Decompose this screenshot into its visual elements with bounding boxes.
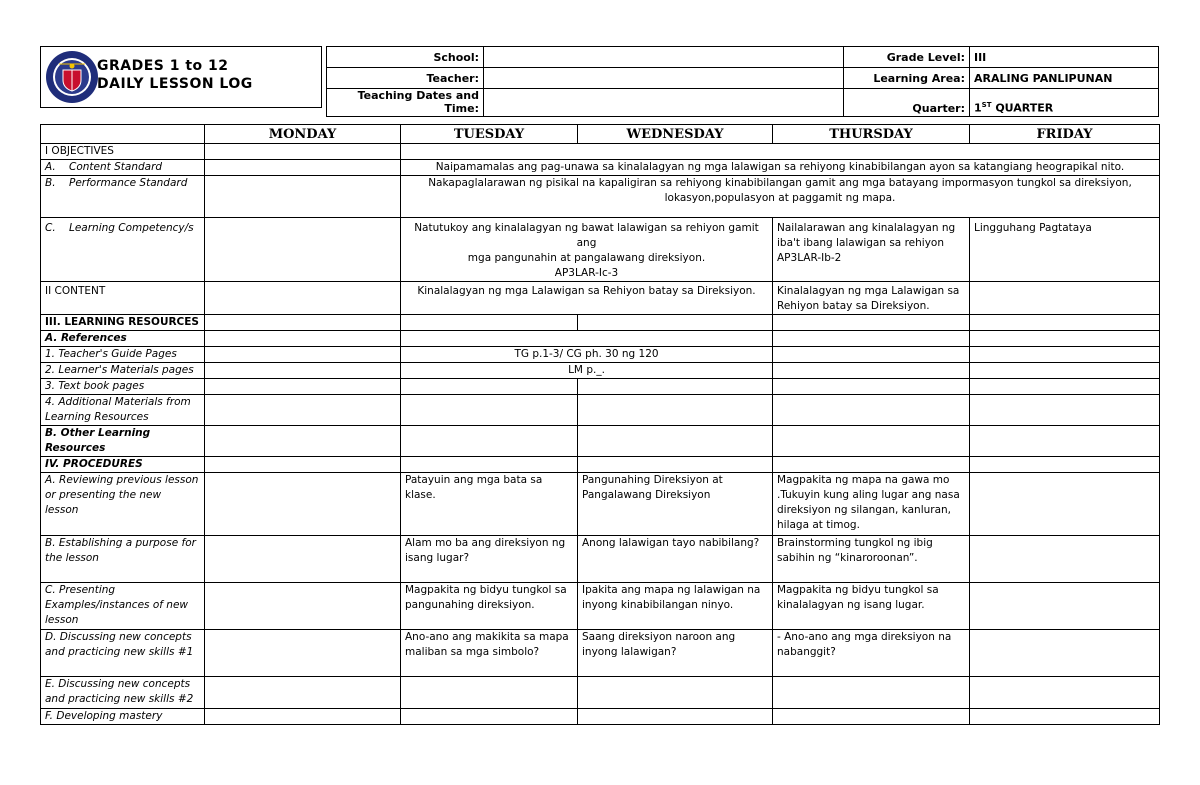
proc-c-tue[interactable]	[401, 583, 578, 630]
proc-a-wed-line-2: Pangalawang Direksiyon	[582, 489, 711, 501]
table-row	[41, 677, 1160, 709]
deped-seal-icon	[45, 50, 99, 104]
grade-level-value[interactable]: III	[970, 47, 1159, 68]
cell-tue-wed[interactable]	[401, 331, 773, 347]
tg-pages-label: 1. Teacher's Guide Pages	[41, 347, 205, 363]
cell-mon[interactable]	[205, 160, 401, 176]
proc-a-label	[41, 473, 205, 536]
cell-tue[interactable]	[401, 677, 578, 709]
title-line-2: DAILY LESSON LOG	[97, 76, 253, 92]
cell-wed[interactable]	[578, 709, 773, 725]
cell-mon[interactable]	[205, 347, 401, 363]
proc-d-wed-line-1: Saang direksiyon naroon ang	[582, 631, 736, 643]
proc-a-thu-line-3: direksiyon ng silangan, kanluran,	[777, 504, 952, 516]
cell-fri[interactable]	[970, 583, 1160, 630]
competency-thu-line-3: AP3LAR-Ib-2	[777, 252, 842, 264]
cell-thu[interactable]	[773, 331, 970, 347]
proc-d-line-1: D. Discussing new concepts	[45, 631, 192, 643]
proc-b-label	[41, 536, 205, 583]
proc-c-tue-line-1: Magpakita ng bidyu tungkol sa	[405, 584, 567, 596]
proc-c-tue-line-2: pangunahing direksiyon.	[405, 599, 535, 611]
teaching-dates-label-line-2: Time:	[444, 102, 479, 115]
proc-a-thu-line-2: .Tukuyin kung aling lugar ang nasa	[777, 489, 960, 501]
cell-thu[interactable]	[773, 677, 970, 709]
other-line-1: B. Other Learning	[45, 427, 151, 439]
cell-mon[interactable]	[205, 457, 401, 473]
competency-text-label: Learning Competency/s	[69, 222, 194, 234]
cell-mon[interactable]	[205, 473, 401, 536]
lesson-log-table	[40, 124, 1160, 725]
table-row	[41, 457, 1160, 473]
content-standard-label	[41, 160, 205, 176]
performance-standard-line-1: Nakapaglalarawan ng pisikal na kapaligiran sa rehiyong kinabibilangan gamit ang mga batayang impormasyon tungkol sa direksiyon,	[428, 177, 1132, 189]
cell-wed[interactable]	[578, 677, 773, 709]
cell-tue[interactable]	[401, 395, 578, 426]
table-row	[41, 282, 1160, 315]
proc-c-thu[interactable]	[773, 583, 970, 630]
proc-c-line-2: Examples/instances of new	[45, 599, 189, 611]
cell-tue[interactable]	[401, 379, 578, 395]
cell-mon[interactable]	[205, 144, 401, 160]
competency-label	[41, 218, 205, 282]
proc-c-wed-line-2: inyong kinabibilangan ninyo.	[582, 599, 734, 611]
cell-wed[interactable]	[578, 457, 773, 473]
learning-area-value[interactable]: ARALING PANLIPUNAN	[970, 68, 1159, 89]
cell-merged[interactable]	[401, 144, 1160, 160]
cell-mon[interactable]	[205, 363, 401, 379]
cell-thu[interactable]	[773, 395, 970, 426]
performance-standard-line-2: lokasyon,populasyon at paggamit ng mapa.	[664, 192, 896, 204]
cell-mon[interactable]	[205, 218, 401, 282]
cell-fri[interactable]	[970, 426, 1160, 457]
performance-standard-value[interactable]	[401, 176, 1160, 218]
proc-b-line-1: B. Establishing a purpose for	[45, 537, 196, 549]
table-row	[41, 363, 1160, 379]
content-standard-value[interactable]: Naipamamalas ang pag-unawa sa kinalalagyan ng mga lalawigan sa rehiyong kinabibilangan ayon sa katangiang heograpikal nito.	[401, 160, 1160, 176]
proc-c-line-3: lesson	[45, 614, 79, 626]
content-thu[interactable]	[773, 282, 970, 315]
objectives-label: I OBJECTIVES	[41, 144, 205, 160]
table-row	[41, 709, 1160, 725]
grade-level-label: Grade Level:	[844, 47, 970, 68]
competency-tue-line-3: AP3LAR-Ic-3	[554, 267, 619, 279]
cell-wed[interactable]	[578, 379, 773, 395]
quarter-value[interactable]	[970, 89, 1159, 117]
proc-b-line-2: the lesson	[45, 552, 99, 564]
proc-e-label	[41, 677, 205, 709]
content-label: II CONTENT	[41, 282, 205, 315]
proc-a-wed-line-1: Pangunahing Direksiyon at	[582, 474, 723, 486]
cell-thu[interactable]	[773, 426, 970, 457]
quarter-word: QUARTER	[991, 102, 1054, 115]
performance-standard-letter: B.	[45, 177, 56, 189]
teacher-value[interactable]	[484, 68, 844, 89]
proc-c-wed-line-1: Ipakita ang mapa ng lalawigan na	[582, 584, 761, 596]
proc-b-thu-line-1: Brainstorming tungkol ng ibig	[777, 537, 933, 549]
additional-line-2: Learning Resources	[45, 411, 149, 423]
cell-mon[interactable]	[205, 282, 401, 315]
table-row	[41, 160, 1160, 176]
content-thu-line-1: Kinalalagyan ng mga Lalawigan sa	[777, 285, 960, 297]
cell-mon[interactable]	[205, 583, 401, 630]
cell-fri[interactable]	[970, 473, 1160, 536]
competency-tue-wed[interactable]	[401, 218, 773, 282]
title-line-1: GRADES 1 to 12	[97, 58, 229, 74]
school-label: School:	[327, 47, 484, 68]
performance-standard-text-label: Performance Standard	[69, 177, 188, 189]
teaching-dates-label	[327, 89, 484, 117]
table-row	[41, 630, 1160, 677]
procedures-label: IV. PROCEDURES	[41, 457, 205, 473]
table-row	[41, 331, 1160, 347]
header-tuesday: TUESDAY	[401, 125, 578, 144]
corner-cell	[41, 125, 205, 144]
proc-b-tue-line-1: Alam mo ba ang direksiyon ng	[405, 537, 566, 549]
cell-mon[interactable]	[205, 176, 401, 218]
table-row	[41, 395, 1160, 426]
proc-c-label	[41, 583, 205, 630]
cell-mon[interactable]	[205, 677, 401, 709]
cell-wed[interactable]	[578, 395, 773, 426]
other-line-2: Resources	[45, 442, 106, 454]
proc-d-thu[interactable]	[773, 630, 970, 677]
cell-mon[interactable]	[205, 395, 401, 426]
cell-fri[interactable]	[970, 347, 1160, 363]
school-value[interactable]	[484, 47, 844, 68]
lm-pages-label: 2. Learner's Materials pages	[41, 363, 205, 379]
header-wednesday: WEDNESDAY	[578, 125, 773, 144]
table-row	[41, 176, 1160, 218]
cell-mon[interactable]	[205, 709, 401, 725]
cell-mon[interactable]	[205, 630, 401, 677]
cell-fri[interactable]	[970, 536, 1160, 583]
proc-c-line-1: C. Presenting	[45, 584, 116, 596]
content-standard-letter: A.	[45, 161, 56, 173]
header-thursday: THURSDAY	[773, 125, 970, 144]
table-row	[41, 426, 1160, 457]
proc-d-tue[interactable]	[401, 630, 578, 677]
cell-fri[interactable]	[970, 709, 1160, 725]
table-row	[41, 473, 1160, 536]
cell-tue[interactable]	[401, 457, 578, 473]
proc-c-thu-line-1: Magpakita ng bidyu tungkol sa	[777, 584, 939, 596]
proc-d-wed-line-2: inyong lalawigan?	[582, 646, 677, 658]
proc-a-thu-line-4: hilaga at timog.	[777, 519, 860, 531]
competency-tue-line-2: mga pangunahin at pangalawang direksiyon.	[467, 252, 706, 264]
resources-label: III. LEARNING RESOURCES	[41, 315, 205, 331]
proc-b-tue[interactable]	[401, 536, 578, 583]
proc-a-line-2: or presenting the new	[45, 489, 162, 501]
cell-tue[interactable]	[401, 709, 578, 725]
proc-b-thu[interactable]	[773, 536, 970, 583]
cell-fri[interactable]	[970, 677, 1160, 709]
proc-d-thu-line-1: - Ano-ano ang mga direksiyon na	[777, 631, 952, 643]
competency-thu[interactable]	[773, 218, 970, 282]
cell-thu[interactable]	[773, 315, 970, 331]
cell-thu[interactable]	[773, 379, 970, 395]
proc-a-line-1: A. Reviewing previous lesson	[45, 474, 199, 486]
proc-e-line-1: E. Discussing new concepts	[45, 678, 191, 690]
table-row	[41, 536, 1160, 583]
teacher-label: Teacher:	[327, 68, 484, 89]
cell-fri[interactable]	[970, 395, 1160, 426]
other-resources-label	[41, 426, 205, 457]
proc-b-thu-line-2: sabihin ng “kinaroroonan”.	[777, 552, 918, 564]
proc-c-thu-line-2: kinalalagyan ng isang lugar.	[777, 599, 925, 611]
cell-thu[interactable]	[773, 363, 970, 379]
quarter-number: 1	[974, 102, 982, 115]
quarter-suffix: ST	[981, 101, 992, 110]
tg-pages-value[interactable]: TG p.1-3/ CG ph. 30 ng 120	[401, 347, 773, 363]
proc-a-thu[interactable]	[773, 473, 970, 536]
table-row	[41, 218, 1160, 282]
cell-fri[interactable]	[970, 630, 1160, 677]
day-header-row	[41, 125, 1160, 144]
proc-c-wed[interactable]	[578, 583, 773, 630]
proc-a-line-3: lesson	[45, 504, 79, 516]
performance-standard-label	[41, 176, 205, 218]
competency-fri[interactable]: Lingguhang Pagtataya	[970, 218, 1160, 282]
additional-line-1: 4. Additional Materials from	[45, 396, 191, 408]
references-label: A. References	[41, 331, 205, 347]
proc-d-line-2: and practicing new skills #1	[45, 646, 194, 658]
cell-fri[interactable]	[970, 363, 1160, 379]
proc-a-thu-line-1: Magpakita ng mapa na gawa mo	[777, 474, 950, 486]
proc-b-tue-line-2: isang lugar?	[405, 552, 470, 564]
content-tue-wed[interactable]: Kinalalagyan ng mga Lalawigan sa Rehiyon batay sa Direksiyon.	[401, 282, 773, 315]
cell-mon[interactable]	[205, 426, 401, 457]
lm-pages-value[interactable]: LM p._.	[401, 363, 773, 379]
cell-mon[interactable]	[205, 536, 401, 583]
additional-materials-label	[41, 395, 205, 426]
cell-mon[interactable]	[205, 315, 401, 331]
proc-d-tue-line-1: Ano-ano ang makikita sa mapa	[405, 631, 569, 643]
header-monday: MONDAY	[205, 125, 401, 144]
cell-tue[interactable]	[401, 426, 578, 457]
cell-fri[interactable]	[970, 315, 1160, 331]
content-thu-line-2: Rehiyon batay sa Direksiyon.	[777, 300, 930, 312]
table-row	[41, 144, 1160, 160]
teaching-dates-label-line-1: Teaching Dates and	[357, 89, 479, 102]
competency-thu-line-1: Nailalarawan ang kinalalagyan ng	[777, 222, 956, 234]
cell-fri[interactable]	[970, 282, 1160, 315]
header-box	[40, 46, 322, 108]
proc-e-line-2: and practicing new skills #2	[45, 693, 194, 705]
table-row	[41, 315, 1160, 331]
competency-thu-line-2: iba't ibang lalawigan sa rehiyon	[777, 237, 944, 249]
cell-fri[interactable]	[970, 457, 1160, 473]
competency-letter: C.	[45, 222, 56, 234]
cell-tue[interactable]	[401, 315, 578, 331]
proc-a-tue[interactable]: Patayuin ang mga bata sa klase.	[401, 473, 578, 536]
cell-fri[interactable]	[970, 331, 1160, 347]
proc-d-thu-line-2: nabanggit?	[777, 646, 836, 658]
proc-d-label	[41, 630, 205, 677]
table-row	[41, 583, 1160, 630]
content-standard-text-label: Content Standard	[69, 161, 163, 173]
cell-mon[interactable]	[205, 379, 401, 395]
cell-fri[interactable]	[970, 379, 1160, 395]
info-table	[326, 46, 1159, 117]
learning-area-label: Learning Area:	[844, 68, 970, 89]
proc-d-wed[interactable]	[578, 630, 773, 677]
cell-mon[interactable]	[205, 331, 401, 347]
cell-wed[interactable]	[578, 426, 773, 457]
header-friday: FRIDAY	[970, 125, 1160, 144]
proc-a-wed[interactable]	[578, 473, 773, 536]
table-row	[41, 347, 1160, 363]
cell-thu[interactable]	[773, 709, 970, 725]
quarter-label: Quarter:	[844, 89, 970, 117]
document-title	[97, 57, 253, 93]
competency-tue-line-1: Natutukoy ang kinalalagyan ng bawat lalawigan sa rehiyon gamit ang	[414, 222, 759, 249]
cell-wed[interactable]	[578, 315, 773, 331]
textbook-label: 3. Text book pages	[41, 379, 205, 395]
proc-f-label: F. Developing mastery	[41, 709, 205, 725]
proc-b-wed[interactable]: Anong lalawigan tayo nabibilang?	[578, 536, 773, 583]
cell-thu[interactable]	[773, 457, 970, 473]
teaching-dates-value[interactable]	[484, 89, 844, 117]
table-row	[41, 379, 1160, 395]
proc-d-tue-line-2: maliban sa mga simbolo?	[405, 646, 540, 658]
cell-thu[interactable]	[773, 347, 970, 363]
